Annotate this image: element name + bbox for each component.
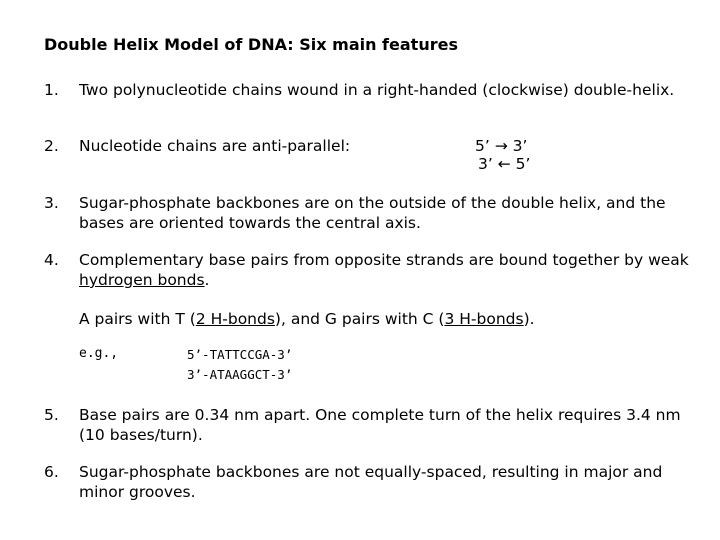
feature-text bbox=[79, 250, 689, 290]
feature-text: Two polynucleotide chains wound in a right-handed (clockwise) double-helix. bbox=[79, 81, 675, 99]
feature-number: 2. bbox=[44, 137, 59, 155]
strand-direction-1: 5’ → 3’ bbox=[475, 137, 528, 155]
feature-number: 1. bbox=[44, 81, 59, 99]
feature-text: Sugar-phosphate backbones are on the outside of the double helix, and the bases are oriented towards the central axis. bbox=[79, 194, 666, 232]
dna-sequence-bottom: 3’-ATAAGGCT-3’ bbox=[187, 367, 293, 382]
feature-text-after: . bbox=[204, 271, 210, 289]
pair-text: ). bbox=[523, 310, 535, 328]
page-title: Double Helix Model of DNA: Six main features bbox=[44, 35, 458, 54]
feature-text-before: Complementary base pairs from opposite strands are bound together by weak bbox=[79, 251, 689, 269]
dna-sequence-top: 5’-TATTCCGA-3’ bbox=[187, 347, 293, 362]
feature-text: Sugar-phosphate backbones are not equally-spaced, resulting in major and minor grooves. bbox=[79, 463, 663, 501]
feature-number: 4. bbox=[44, 251, 59, 269]
feature-text: Nucleotide chains are anti-parallel: bbox=[79, 137, 351, 155]
pair-text: A pairs with T ( bbox=[79, 310, 196, 328]
feature-number: 5. bbox=[44, 406, 59, 424]
three-h-bonds-link[interactable]: 3 H-bonds bbox=[444, 310, 524, 328]
example-label: e.g., bbox=[79, 346, 119, 361]
base-pairing-rule bbox=[79, 309, 535, 329]
feature-text: Base pairs are 0.34 nm apart. One complete turn of the helix requires 3.4 nm (10 bases/turn). bbox=[79, 406, 681, 444]
hydrogen-bonds-link[interactable]: hydrogen bonds bbox=[79, 271, 205, 289]
feature-number: 3. bbox=[44, 194, 59, 212]
two-h-bonds-link[interactable]: 2 H-bonds bbox=[195, 310, 275, 328]
pair-text: ), and G pairs with C ( bbox=[274, 310, 445, 328]
feature-number: 6. bbox=[44, 463, 59, 481]
strand-direction-2: 3’ ← 5’ bbox=[478, 155, 531, 173]
